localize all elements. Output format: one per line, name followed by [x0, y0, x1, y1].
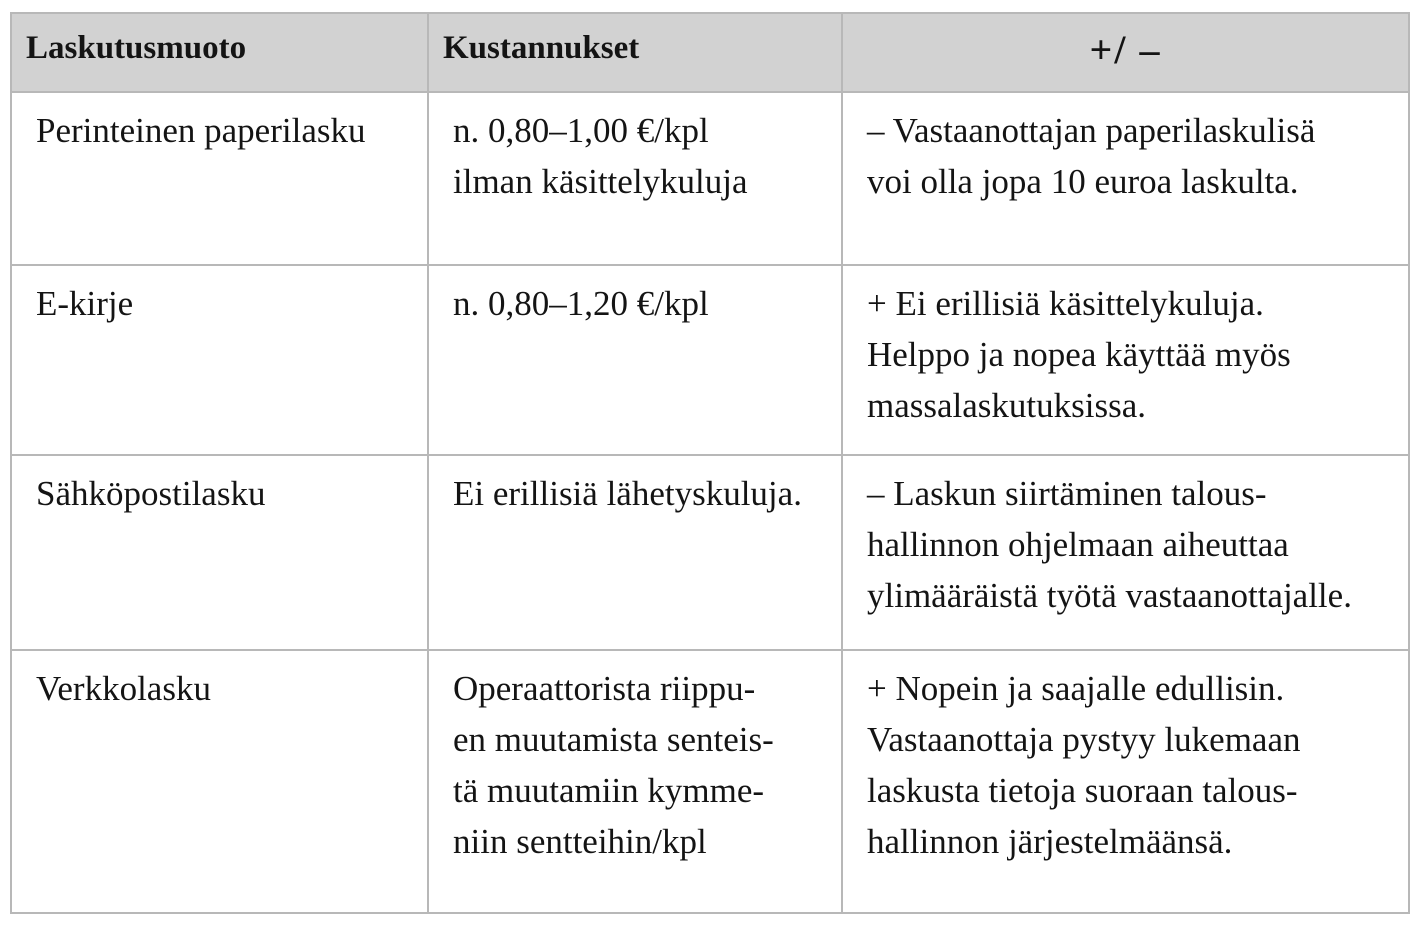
note-cell [842, 92, 1409, 265]
header-row [11, 13, 1409, 92]
cost-line: Operaattorista riippu- [453, 669, 756, 708]
method-cell [11, 92, 428, 265]
header-pros-cons: +/ – [842, 13, 1409, 92]
note-cell [842, 455, 1409, 650]
cost-line: ilman käsittelykuluja [453, 162, 748, 201]
note-line: hallinnon järjestelmäänsä. [867, 822, 1233, 861]
note-line: hallinnon ohjelmaan aiheuttaa [867, 525, 1289, 564]
note-line: massalaskutuksissa. [867, 386, 1147, 425]
note-line: – Vastaanottajan paperilaskulisä [867, 111, 1316, 150]
table-row [11, 455, 1409, 650]
method-cell [11, 455, 428, 650]
cost-cell [428, 265, 842, 455]
cost-line: niin sentteihin/kpl [453, 822, 707, 861]
note-line: – Laskun siirtäminen talous- [867, 474, 1267, 513]
method-text: Perinteinen paperilasku [36, 111, 366, 150]
table-row [11, 650, 1409, 913]
cost-line: Ei erillisiä lähetyskuluja. [453, 474, 802, 513]
note-line: ylimääräistä työtä vastaanottajalle. [867, 576, 1352, 615]
cost-line: n. 0,80–1,00 €/kpl [453, 111, 709, 150]
table-header [11, 13, 1409, 92]
method-text: Verkkolasku [36, 669, 211, 708]
header-costs: Kustannukset [428, 13, 842, 92]
header-method: Laskutusmuoto [11, 13, 428, 92]
note-line: laskusta tietoja suoraan talous- [867, 771, 1298, 810]
method-text: Sähköpostilasku [36, 474, 266, 513]
note-line: + Ei erillisiä käsittelykuluja. [867, 284, 1264, 323]
note-line: Helppo ja nopea käyttää myös [867, 335, 1291, 374]
note-line: + Nopein ja saajalle edullisin. [867, 669, 1285, 708]
note-line: voi olla jopa 10 euroa laskulta. [867, 162, 1299, 201]
cost-line: n. 0,80–1,20 €/kpl [453, 284, 709, 323]
cost-line: en muutamista senteis- [453, 720, 774, 759]
cost-cell [428, 455, 842, 650]
note-cell [842, 650, 1409, 913]
method-cell [11, 650, 428, 913]
method-text: E-kirje [36, 284, 134, 323]
table-row [11, 265, 1409, 455]
note-line: Vastaanottaja pystyy lukemaan [867, 720, 1301, 759]
cost-cell [428, 92, 842, 265]
cost-line: tä muutamiin kymme- [453, 771, 765, 810]
cost-cell [428, 650, 842, 913]
table-row [11, 92, 1409, 265]
note-cell [842, 265, 1409, 455]
table-body [11, 92, 1409, 913]
billing-methods-table [10, 12, 1410, 914]
method-cell [11, 265, 428, 455]
